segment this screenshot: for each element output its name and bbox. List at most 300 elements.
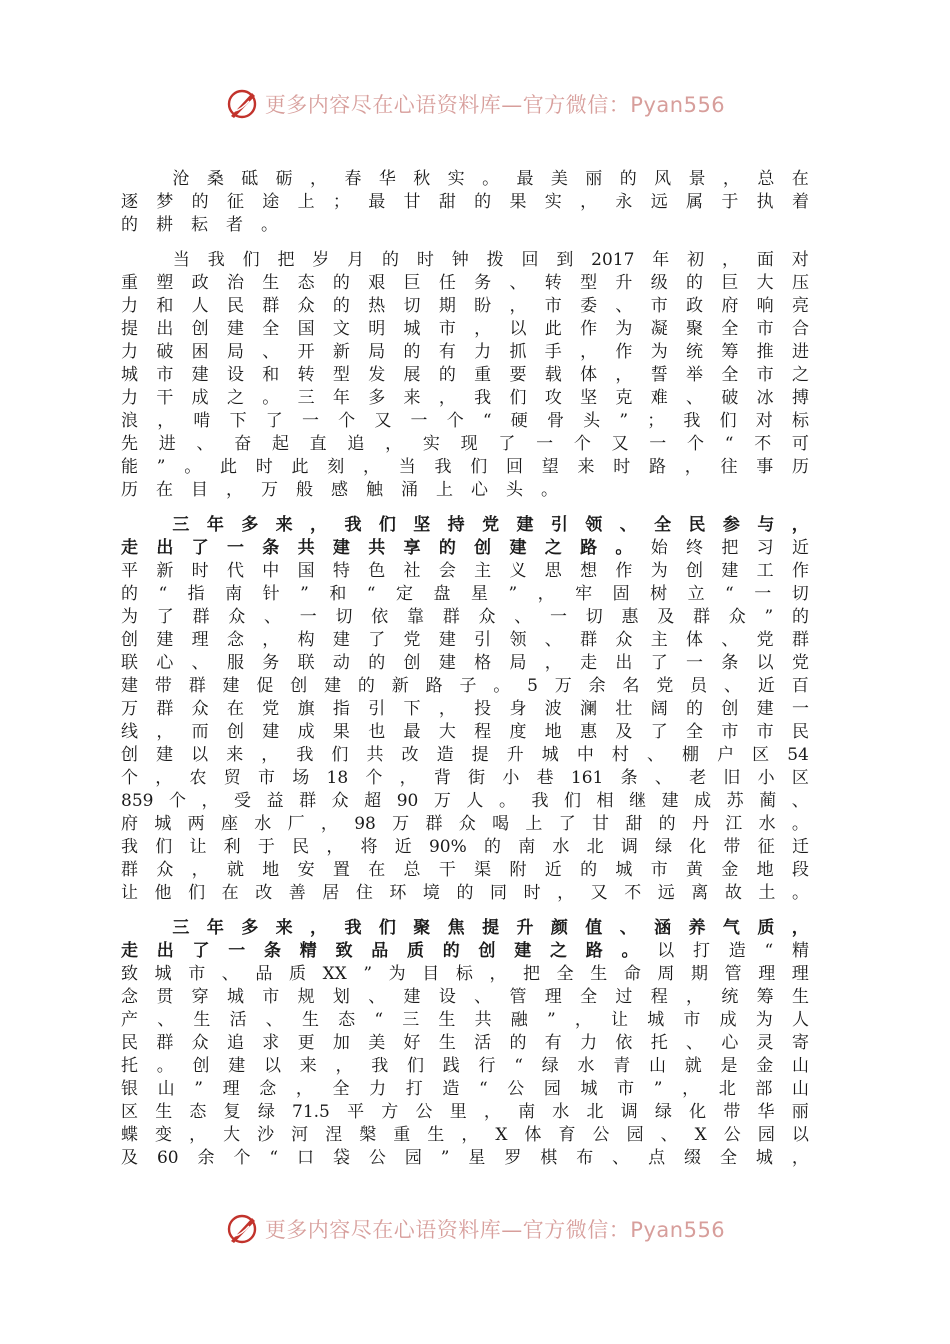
text-token: 万 bbox=[554, 676, 572, 696]
text-token: 标 bbox=[791, 411, 809, 431]
text-token: 提 bbox=[482, 918, 500, 938]
text-token: 户 bbox=[717, 745, 735, 765]
text-token: 建 bbox=[156, 745, 174, 765]
text-token: 场 bbox=[292, 768, 310, 788]
text-token: 巨 bbox=[403, 273, 421, 293]
text-token: 市 bbox=[650, 860, 668, 880]
text-token: 好 bbox=[403, 1033, 421, 1053]
text-token: 构 bbox=[297, 630, 315, 650]
text-token: 个 bbox=[446, 411, 464, 431]
text-token: 奋 bbox=[234, 434, 252, 454]
text-token: 北 bbox=[586, 837, 604, 857]
text-token: 城 bbox=[403, 319, 421, 339]
text-token: 质 bbox=[288, 964, 306, 984]
text-token: 周 bbox=[657, 964, 675, 984]
text-token: 美 bbox=[368, 1033, 386, 1053]
text-token: 全 bbox=[332, 1079, 350, 1099]
text-token: 金 bbox=[721, 860, 739, 880]
text-token: 心 bbox=[156, 653, 174, 673]
text-line bbox=[121, 1124, 809, 1147]
text-token: 树 bbox=[650, 584, 668, 604]
text-token: 代 bbox=[226, 561, 244, 581]
text-token: 民 bbox=[292, 837, 310, 857]
text-token: 誓 bbox=[650, 365, 668, 385]
text-token: 。 bbox=[791, 814, 809, 834]
text-token: 的 bbox=[474, 192, 492, 212]
text-token: 全 bbox=[686, 722, 703, 742]
text-token: 居 bbox=[322, 883, 340, 903]
text-token: ， bbox=[438, 388, 456, 408]
text-token: 们 bbox=[188, 883, 206, 903]
text-token: 、 bbox=[191, 653, 209, 673]
text-token: 一 bbox=[550, 607, 567, 627]
text-token: 切 bbox=[403, 296, 421, 316]
text-token: 耘 bbox=[191, 215, 208, 235]
text-token: 新 bbox=[156, 561, 174, 581]
text-token: ， bbox=[483, 1102, 501, 1122]
text-token: “ bbox=[374, 1010, 384, 1030]
text-token: 园 bbox=[757, 1125, 775, 1145]
text-token: 切 bbox=[585, 607, 603, 627]
text-token: ” bbox=[156, 457, 166, 477]
text-token: 区 bbox=[121, 1102, 138, 1122]
text-token: 进 bbox=[158, 434, 176, 454]
text-token: 来 bbox=[299, 1056, 317, 1076]
text-token: 骨 bbox=[546, 411, 564, 431]
text-token: 永 bbox=[615, 192, 633, 212]
text-token: 星 bbox=[470, 584, 488, 604]
text-token: 上 bbox=[525, 814, 543, 834]
text-token: 与 bbox=[757, 515, 775, 535]
text-token: 靠 bbox=[407, 607, 424, 627]
text-token: 建 bbox=[403, 987, 421, 1007]
text-token: ， bbox=[362, 457, 380, 477]
text-token: ” bbox=[508, 584, 518, 604]
text-token: 壮 bbox=[615, 699, 633, 719]
text-token: 和 bbox=[329, 584, 347, 604]
text-token: 历 bbox=[121, 480, 138, 500]
text-token: 联 bbox=[121, 653, 138, 673]
text-token: 为 bbox=[615, 319, 633, 339]
text-token: 、 bbox=[265, 1010, 283, 1030]
text-line bbox=[121, 583, 809, 606]
text-line bbox=[121, 836, 809, 859]
text-token: 过 bbox=[615, 987, 633, 1007]
text-token: 个 bbox=[365, 768, 383, 788]
text-token: 品 bbox=[255, 964, 273, 984]
text-token: 98 bbox=[354, 814, 376, 834]
text-token: 盘 bbox=[433, 584, 451, 604]
text-token: 建 bbox=[509, 538, 527, 558]
text-line bbox=[121, 341, 809, 364]
text-token: 我 bbox=[683, 411, 701, 431]
text-token: 现 bbox=[460, 434, 478, 454]
text-token: 在 bbox=[156, 480, 173, 500]
text-token: X bbox=[694, 1125, 707, 1145]
text-token: 地 bbox=[262, 860, 280, 880]
text-token: 条 bbox=[262, 538, 280, 558]
text-token: 致 bbox=[335, 941, 353, 961]
text-token: 山 bbox=[791, 1079, 809, 1099]
text-token: 年 bbox=[652, 250, 670, 270]
text-token: 万 bbox=[433, 791, 451, 811]
text-token: 建 bbox=[721, 561, 739, 581]
text-token: 群 bbox=[425, 814, 443, 834]
text-token: 有 bbox=[544, 1033, 562, 1053]
text-token: 市 bbox=[756, 319, 774, 339]
text-line bbox=[121, 214, 809, 237]
text-token: 地 bbox=[756, 860, 774, 880]
text-token: 生 bbox=[590, 964, 608, 984]
text-token: 开 bbox=[297, 342, 315, 362]
text-token: 以 bbox=[657, 941, 675, 961]
text-token: 我 bbox=[121, 837, 138, 857]
text-token: 在 bbox=[368, 860, 386, 880]
text-token: 方 bbox=[381, 1102, 399, 1122]
text-token: ” bbox=[546, 1010, 556, 1030]
text-token: ， bbox=[682, 1079, 700, 1099]
text-token: 引 bbox=[474, 630, 492, 650]
text-token: 最 bbox=[516, 169, 534, 189]
text-token: 、 bbox=[264, 607, 281, 627]
text-token: 水 bbox=[552, 837, 570, 857]
text-token: 他 bbox=[154, 883, 172, 903]
text-token: 个 bbox=[573, 434, 591, 454]
text-token: 余 bbox=[588, 676, 606, 696]
text-token: 南 bbox=[225, 584, 243, 604]
text-token: 城 bbox=[755, 1148, 773, 1168]
text-token: 我 bbox=[531, 791, 549, 811]
text-token: 蝶 bbox=[121, 1125, 138, 1145]
text-token: 浪 bbox=[121, 411, 138, 431]
text-token: 一 bbox=[536, 434, 554, 454]
text-token: 三 bbox=[297, 388, 315, 408]
text-token: 众 bbox=[458, 814, 476, 834]
text-token: 我 bbox=[371, 1056, 389, 1076]
text-token: ” bbox=[363, 964, 373, 984]
text-token: 安 bbox=[297, 860, 315, 880]
text-token: 心 bbox=[721, 1033, 739, 1053]
text-token: 风 bbox=[654, 169, 672, 189]
text-token: 我 bbox=[207, 250, 225, 270]
text-token: 大 bbox=[756, 273, 774, 293]
text-token: 府 bbox=[721, 296, 739, 316]
text-token: ， bbox=[615, 365, 633, 385]
text-token: 的 bbox=[121, 584, 138, 604]
text-line bbox=[121, 917, 809, 940]
text-token: 中 bbox=[262, 561, 280, 581]
text-token: 里 bbox=[449, 1102, 467, 1122]
text-token: ， bbox=[189, 1125, 207, 1145]
text-token: 棚 bbox=[682, 745, 699, 765]
text-token: 巷 bbox=[536, 768, 554, 788]
text-token: 造 bbox=[436, 745, 454, 765]
text-token: 共 bbox=[368, 538, 386, 558]
text-token: 缀 bbox=[684, 1148, 702, 1168]
text-token: 此 bbox=[219, 457, 237, 477]
text-token: 众 bbox=[297, 296, 315, 316]
text-token: 同 bbox=[490, 883, 508, 903]
text-token: 群 bbox=[791, 630, 809, 650]
text-token: 公 bbox=[415, 1102, 433, 1122]
text-line bbox=[121, 767, 809, 790]
text-token: 群 bbox=[693, 607, 710, 627]
text-token: ， bbox=[791, 918, 809, 938]
text-token: 念 bbox=[226, 630, 244, 650]
text-token: 之 bbox=[550, 941, 567, 961]
text-token: 90 bbox=[396, 791, 419, 811]
pen-logo-icon bbox=[225, 87, 259, 121]
text-token: 了 bbox=[650, 653, 668, 673]
text-token: 作 bbox=[615, 561, 633, 581]
text-token: 水 bbox=[254, 814, 272, 834]
text-token: 的 bbox=[438, 365, 456, 385]
text-token: 民 bbox=[688, 515, 706, 535]
text-token: 一 bbox=[649, 434, 667, 454]
text-token: 众 bbox=[191, 699, 209, 719]
text-token: 切 bbox=[335, 607, 353, 627]
text-token: 引 bbox=[368, 699, 386, 719]
text-token: 党 bbox=[656, 676, 674, 696]
text-token: 及 bbox=[657, 607, 675, 627]
text-token: 全 bbox=[262, 319, 280, 339]
text-token: 理 bbox=[191, 630, 209, 650]
text-token: 力 bbox=[474, 342, 492, 362]
text-token: 走 bbox=[121, 941, 138, 961]
text-token: 、 bbox=[474, 987, 492, 1007]
text-token: 梦 bbox=[156, 192, 174, 212]
text-token: 区 bbox=[752, 745, 770, 765]
text-token: 党 bbox=[756, 630, 774, 650]
text-token: 态 bbox=[338, 1010, 356, 1030]
text-token: 让 bbox=[121, 883, 138, 903]
text-line bbox=[121, 744, 809, 767]
text-token: ， bbox=[399, 768, 417, 788]
text-token: ； bbox=[647, 411, 665, 431]
text-token: 条 bbox=[721, 653, 739, 673]
text-token: 固 bbox=[612, 584, 630, 604]
text-token: 干 bbox=[438, 860, 456, 880]
text-token: 段 bbox=[791, 860, 809, 880]
text-token: 园 bbox=[626, 1125, 644, 1145]
text-token: 出 bbox=[615, 653, 633, 673]
text-token: 能 bbox=[121, 457, 138, 477]
text-token: 一 bbox=[791, 699, 809, 719]
text-token: 坚 bbox=[413, 515, 431, 535]
text-token: 年 bbox=[332, 388, 350, 408]
text-token: 困 bbox=[191, 342, 209, 362]
text-token: 的 bbox=[357, 676, 375, 696]
text-token: 巨 bbox=[721, 273, 739, 293]
text-token: 回 bbox=[505, 457, 523, 477]
text-token: 罗 bbox=[504, 1148, 522, 1168]
text-line bbox=[121, 698, 809, 721]
text-token: 了 bbox=[558, 814, 576, 834]
text-token: 动 bbox=[332, 653, 350, 673]
text-token: 目 bbox=[422, 964, 440, 984]
text-token: 们 bbox=[242, 250, 260, 270]
text-token: 桑 bbox=[206, 169, 224, 189]
text-token: 贸 bbox=[223, 768, 241, 788]
text-token: 带 bbox=[154, 676, 172, 696]
text-token: 养 bbox=[688, 918, 706, 938]
text-token: 旗 bbox=[297, 699, 315, 719]
text-token: 焦 bbox=[447, 918, 465, 938]
text-token: 最 bbox=[368, 192, 386, 212]
text-token: 众 bbox=[478, 607, 496, 627]
text-token: 城 bbox=[154, 814, 172, 834]
text-token: 、 bbox=[721, 630, 739, 650]
text-token: 务 bbox=[262, 653, 280, 673]
text-token: 国 bbox=[297, 561, 315, 581]
text-token: 众 bbox=[615, 630, 633, 650]
text-token: 了 bbox=[498, 434, 516, 454]
text-token: ， bbox=[335, 1056, 353, 1076]
text-token: 市 bbox=[258, 768, 275, 788]
text-token: 实 bbox=[544, 192, 562, 212]
text-token: 部 bbox=[755, 1079, 773, 1099]
text-token: 坚 bbox=[580, 388, 598, 408]
text-token: 山 bbox=[157, 1079, 175, 1099]
text-token: 中 bbox=[576, 745, 594, 765]
text-token: 的 bbox=[580, 860, 598, 880]
text-token: 5 bbox=[527, 676, 538, 696]
text-token: 群 bbox=[156, 699, 174, 719]
text-token: 指 bbox=[187, 584, 205, 604]
text-token: 为 bbox=[755, 1010, 773, 1030]
text-token: 旧 bbox=[723, 768, 741, 788]
text-token: 北 bbox=[586, 1102, 604, 1122]
text-token: 之 bbox=[544, 538, 562, 558]
text-token: 丽 bbox=[585, 169, 603, 189]
text-token: 为 bbox=[650, 561, 668, 581]
text-token: 的 bbox=[382, 250, 400, 270]
text-token: 追 bbox=[347, 434, 365, 454]
text-token: 生 bbox=[262, 273, 280, 293]
text-token: 力 bbox=[121, 388, 138, 408]
text-token: 区 bbox=[791, 768, 809, 788]
text-token: 统 bbox=[686, 342, 703, 362]
text-token: 建 bbox=[661, 791, 679, 811]
text-token: 致 bbox=[121, 964, 138, 984]
text-token: 成 bbox=[694, 791, 712, 811]
text-token: 众 bbox=[228, 607, 246, 627]
text-token: 府 bbox=[121, 814, 138, 834]
text-token: 甘 bbox=[403, 192, 421, 212]
text-token: 众 bbox=[728, 607, 746, 627]
text-token: 又 bbox=[611, 434, 629, 454]
text-token: 之 bbox=[226, 388, 244, 408]
text-token: 身 bbox=[509, 699, 527, 719]
text-token: 颜 bbox=[550, 918, 568, 938]
text-line bbox=[121, 168, 809, 191]
text-token: 执 bbox=[756, 192, 774, 212]
text-token: 的 bbox=[791, 607, 809, 627]
text-token: ， bbox=[295, 1079, 313, 1099]
text-token: 终 bbox=[686, 538, 703, 558]
text-token: 一 bbox=[228, 941, 246, 961]
text-token: 迁 bbox=[791, 837, 809, 857]
text-token: 管 bbox=[724, 964, 742, 984]
text-token: 全 bbox=[556, 964, 574, 984]
text-token: 心 bbox=[471, 480, 488, 500]
text-token: 新 bbox=[391, 676, 409, 696]
text-token: 山 bbox=[648, 1056, 666, 1076]
text-token: 厂 bbox=[287, 814, 305, 834]
text-token: 建 bbox=[222, 676, 240, 696]
text-token: 、 bbox=[619, 515, 637, 535]
text-token: 市 bbox=[650, 296, 668, 316]
text-token: 寄 bbox=[791, 1033, 809, 1053]
text-token: 华 bbox=[757, 1102, 775, 1122]
text-token: 创 bbox=[721, 699, 739, 719]
text-token: 往 bbox=[720, 457, 738, 477]
text-token: 90% bbox=[428, 837, 467, 857]
text-token: 众 bbox=[191, 1033, 209, 1053]
text-line bbox=[121, 387, 809, 410]
text-token: 的 bbox=[619, 169, 637, 189]
text-token: 两 bbox=[187, 814, 205, 834]
text-token: 就 bbox=[684, 1056, 702, 1076]
text-token: 71.5 bbox=[292, 1102, 330, 1122]
text-token: 追 bbox=[226, 1033, 244, 1053]
text-token: 理 bbox=[791, 964, 809, 984]
text-token: 管 bbox=[509, 987, 527, 1007]
text-token: 一 bbox=[226, 538, 244, 558]
text-token: ， bbox=[537, 584, 555, 604]
text-token: 公 bbox=[723, 1125, 741, 1145]
text-token: 们 bbox=[407, 1056, 424, 1076]
text-token: 逐 bbox=[121, 192, 138, 212]
text-token: 、 bbox=[509, 273, 527, 293]
text-line bbox=[121, 537, 809, 560]
text-token: 善 bbox=[288, 883, 306, 903]
text-token: 成 bbox=[297, 722, 315, 742]
text-token: 市 bbox=[756, 722, 774, 742]
text-token: 市 bbox=[262, 987, 280, 1007]
text-token: 春 bbox=[344, 169, 362, 189]
text-token: 百 bbox=[791, 676, 809, 696]
text-token: 推 bbox=[756, 342, 774, 362]
text-token: 理 bbox=[758, 964, 776, 984]
text-token: 的 bbox=[442, 941, 460, 961]
text-token: 生 bbox=[155, 1102, 173, 1122]
text-token: ， bbox=[438, 699, 456, 719]
text-token: 槃 bbox=[359, 1125, 377, 1145]
text-token: XX bbox=[322, 964, 347, 984]
text-token: 力 bbox=[369, 1079, 387, 1099]
text-token: 山 bbox=[791, 1056, 809, 1076]
text-token: 命 bbox=[623, 964, 641, 984]
text-token: 平 bbox=[121, 561, 138, 581]
text-token: 在 bbox=[226, 699, 244, 719]
text-token: 南 bbox=[518, 1102, 536, 1122]
text-token: 生 bbox=[193, 1010, 211, 1030]
text-line bbox=[121, 456, 809, 479]
text-token: 复 bbox=[223, 1102, 241, 1122]
text-token: 质 bbox=[407, 941, 424, 961]
text-token: 贯 bbox=[156, 987, 174, 1007]
text-token: 群 bbox=[188, 676, 206, 696]
text-token: ， bbox=[686, 987, 703, 1007]
text-token: 持 bbox=[447, 515, 465, 535]
text-token: 设 bbox=[438, 987, 456, 1007]
text-token: 河 bbox=[291, 1125, 309, 1145]
text-token: 生 bbox=[427, 1125, 445, 1145]
text-token: 城 bbox=[154, 964, 172, 984]
text-token: 18 bbox=[326, 768, 349, 788]
text-token: 了 bbox=[650, 722, 668, 742]
